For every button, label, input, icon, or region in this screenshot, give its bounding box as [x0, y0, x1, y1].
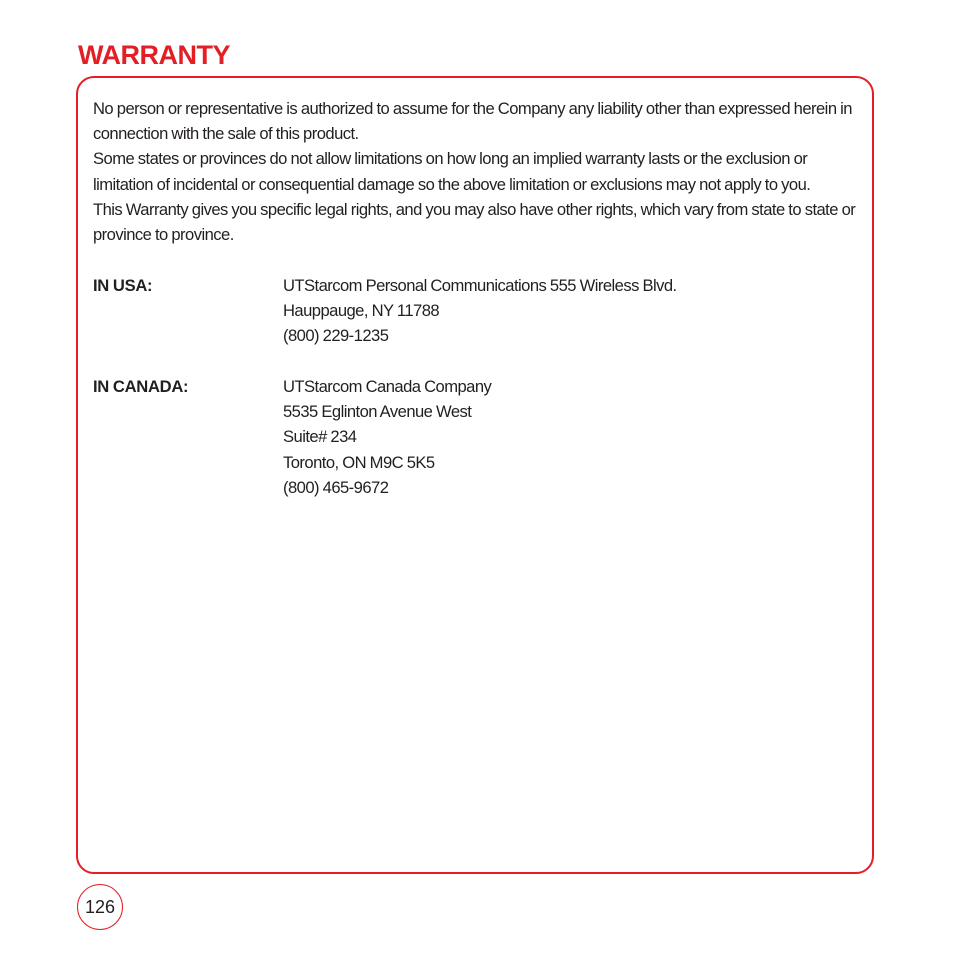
paragraph-legal-rights: This Warranty gives you specific legal rights, and you may also have other rights, which vary from state to state or province to province.	[93, 199, 856, 245]
address-line: UTStarcom Canada Company	[283, 377, 492, 396]
address-canada-lines	[283, 374, 843, 500]
warranty-text	[93, 96, 861, 247]
address-line: UTStarcom Personal Communications 555 Wireless Blvd.	[283, 276, 677, 295]
address-line: Suite# 234	[283, 427, 357, 447]
page-number: 126	[77, 884, 123, 930]
address-usa-lines	[283, 273, 843, 349]
paragraph-liability: No person or representative is authorized to assume for the Company any liability other than expressed herein in connection with the sale of this product.	[93, 99, 852, 144]
address-line: 5535 Eglinton Avenue West	[283, 402, 472, 422]
phone-number: (800) 465-9672	[283, 477, 389, 497]
address-line: Toronto, ON M9C 5K5	[283, 452, 435, 472]
address-usa-label: IN USA:	[93, 276, 153, 295]
address-line: Hauppauge, NY 11788	[283, 301, 440, 321]
phone-number: (800) 229-1235	[283, 326, 389, 346]
address-canada-label: IN CANADA:	[93, 377, 189, 396]
page-title: WARRANTY	[78, 40, 230, 70]
paragraph-limitations: Some states or provinces do not allow limitations on how long an implied warranty lasts or the exclusion or limitation of incidental or consequential damage so the above limitation or exclusions may not apply to you.	[93, 149, 811, 194]
